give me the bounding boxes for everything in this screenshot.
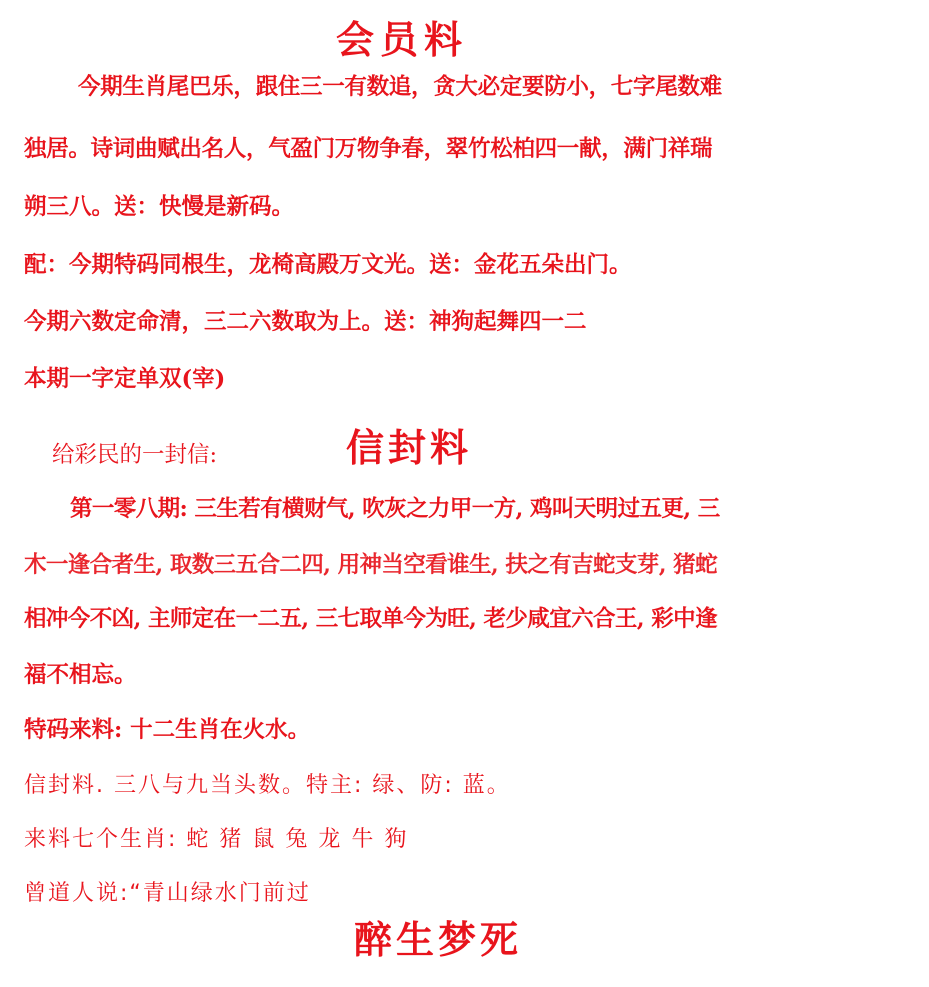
member-line-6: 本期一字定单双(宰) xyxy=(24,366,226,392)
letter-title: 信封料 xyxy=(346,425,473,470)
letter-intro: 给彩民的一封信: xyxy=(52,442,218,468)
letter-line-5: 特码来料: 十二生肖在火水。 xyxy=(24,717,311,743)
member-title: 会员料 xyxy=(336,17,469,62)
member-line-1: 今期生肖尾巴乐，跟住三一有数追，贪大必定要防小，七字尾数难 xyxy=(78,74,722,100)
letter-line-2: 木一逢合者生, 取数三五合二四, 用神当空看谁生, 扶之有吉蛇支芽, 猪蛇 xyxy=(24,552,717,578)
footer-title: 醉生梦死 xyxy=(354,917,523,962)
member-line-3: 朔三八。送：快慢是新码。 xyxy=(24,194,295,220)
extra-line-3: 曾道人说:“青山绿水门前过 xyxy=(24,881,311,906)
letter-line-3: 相冲今不凶, 主师定在一二五, 三七取单今为旺, 老少咸宜六合王, 彩中逢 xyxy=(24,606,717,632)
member-line-4: 配：今期特码同根生，龙椅高殿万文光。送：金花五朵出门。 xyxy=(24,252,632,278)
extra-line-1: 信封料. 三八与九当头数。特主: 绿、防: 蓝。 xyxy=(24,773,511,798)
member-line-5: 今期六数定命清，三二六数取为上。送：神狗起舞四一二 xyxy=(24,309,587,335)
extra-line-2: 来料七个生肖: 蛇 猪 鼠 兔 龙 牛 狗 xyxy=(24,827,409,852)
member-line-2: 独居。诗词曲赋出名人，气盈门万物争春，翠竹松柏四一献，满门祥瑞 xyxy=(24,136,713,162)
letter-line-1: 第一零八期: 三生若有横财气, 吹灰之力甲一方, 鸡叫天明过五更, 三 xyxy=(70,496,720,522)
letter-line-4: 福不相忘。 xyxy=(24,662,137,688)
